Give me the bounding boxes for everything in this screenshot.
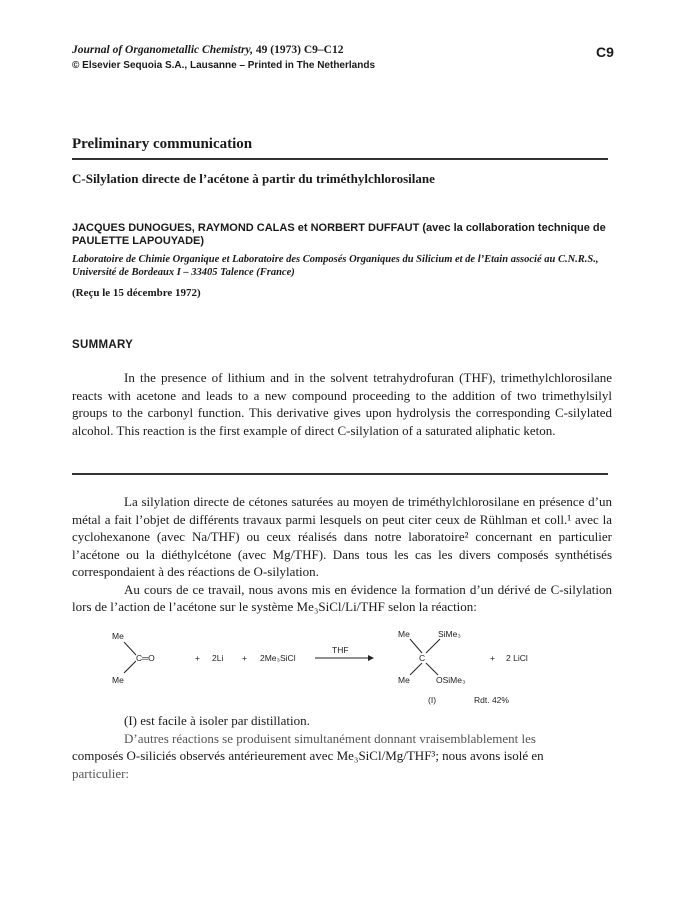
paragraph-4-line-3: particulier: xyxy=(72,765,130,781)
product-me-bottom: Me xyxy=(398,675,410,685)
yield-label: Rdt. 42% xyxy=(474,695,509,705)
summary-block xyxy=(72,369,612,439)
reaction-scheme xyxy=(110,625,560,705)
summary-rule xyxy=(72,473,608,475)
silane-reagent: 2Me₃SiCl xyxy=(260,653,296,663)
top-rule xyxy=(72,158,608,160)
journal-name: Journal of Organometallic Chemistry, xyxy=(72,44,254,56)
reactant-carbonyl: C═O xyxy=(136,653,155,663)
publisher-line: © Elsevier Sequoia S.A., Lausanne – Printed in The Netherlands xyxy=(72,60,376,71)
reactant-me-top: Me xyxy=(112,631,124,641)
byproduct: 2 LiCl xyxy=(506,653,528,663)
paragraph-3: (I) est facile à isoler par distillation. xyxy=(124,713,310,728)
paragraph-1: La silylation directe de cétones saturées au moyen de triméthylchlorosilane en présence d’un métal a fait l’objet de différents travaux parmi lesquels on peut citer ceux de Rühlman et coll.¹ avec la cyclohexanone (avec Na/THF) ou ceux réalisés dans notre laboratoire² concernant en particulier l’acétone ou la diéthylcétone (avec Mg/THF). Dans tous les cas les divers composés synthétisés correspondaient à des réactions de O-silylation. xyxy=(72,494,612,579)
reactant-me-bottom: Me xyxy=(112,675,124,685)
journal-volume: 49 (1973) C9–C12 xyxy=(255,44,344,56)
article-title: C-Silylation directe de l’acétone à partir du triméthylchlorosilane xyxy=(72,171,435,186)
page-number: C9 xyxy=(596,44,614,60)
summary-text: In the presence of lithium and in the solvent tetrahydrofuran (THF), trimethylchlorosilane reacts with acetone and leads to a new compound proceeding to the addition of two trimethylsilyl groups to the carbonyl function. This derivative gives upon hydrolysis the corresponding C-silylated alcohol. This reaction is the first example of direct C-silylation of a saturated aliphatic keton. xyxy=(72,370,612,438)
plus-sign-3: + xyxy=(490,653,495,663)
received-date: (Reçu le 15 décembre 1972) xyxy=(72,287,201,299)
paragraph-4-line-1: D’autres réactions se produisent simultanément donnant vraisemblablement les xyxy=(124,730,536,746)
affiliation: Laboratoire de Chimie Organique et Laboratoire des Composés Organiques du Silicium et de l’Etain associé au C.N.R.S., Université de Bordeaux I – 33405 Talence (France) xyxy=(72,254,599,278)
product-osime3: OSiMe₃ xyxy=(436,675,466,685)
product-me-top: Me xyxy=(398,629,410,639)
product-sime3: SiMe₃ xyxy=(438,629,461,639)
summary-heading: SUMMARY xyxy=(72,339,134,351)
product-carbon: C xyxy=(419,653,426,663)
plus-sign-1: + xyxy=(195,653,200,663)
body-text-continued xyxy=(72,712,612,782)
plus-sign-2: + xyxy=(242,653,247,663)
arrow-label: THF xyxy=(332,645,349,655)
paragraph-4-line-2: composés O-siliciés observés antérieurement avec Me₃SiCl/Mg/THF³; nous avons isolé en xyxy=(72,748,544,763)
section-heading: Preliminary communication xyxy=(72,136,253,152)
body-text xyxy=(72,493,612,616)
paragraph-2: Au cours de ce travail, nous avons mis en évidence la formation d’un dérivé de C-silylation lors de l’action de l’acétone sur le système Me₃SiCl/Li/THF selon la réaction: xyxy=(72,581,612,614)
journal-citation xyxy=(72,44,343,56)
compound-label: (I) xyxy=(428,695,437,705)
lithium: 2Li xyxy=(212,653,224,663)
authors: JACQUES DUNOGUES, RAYMOND CALAS et NORBERT DUFFAUT (avec la collaboration technique de PAULETTE LAPOUYADE) xyxy=(72,222,606,247)
